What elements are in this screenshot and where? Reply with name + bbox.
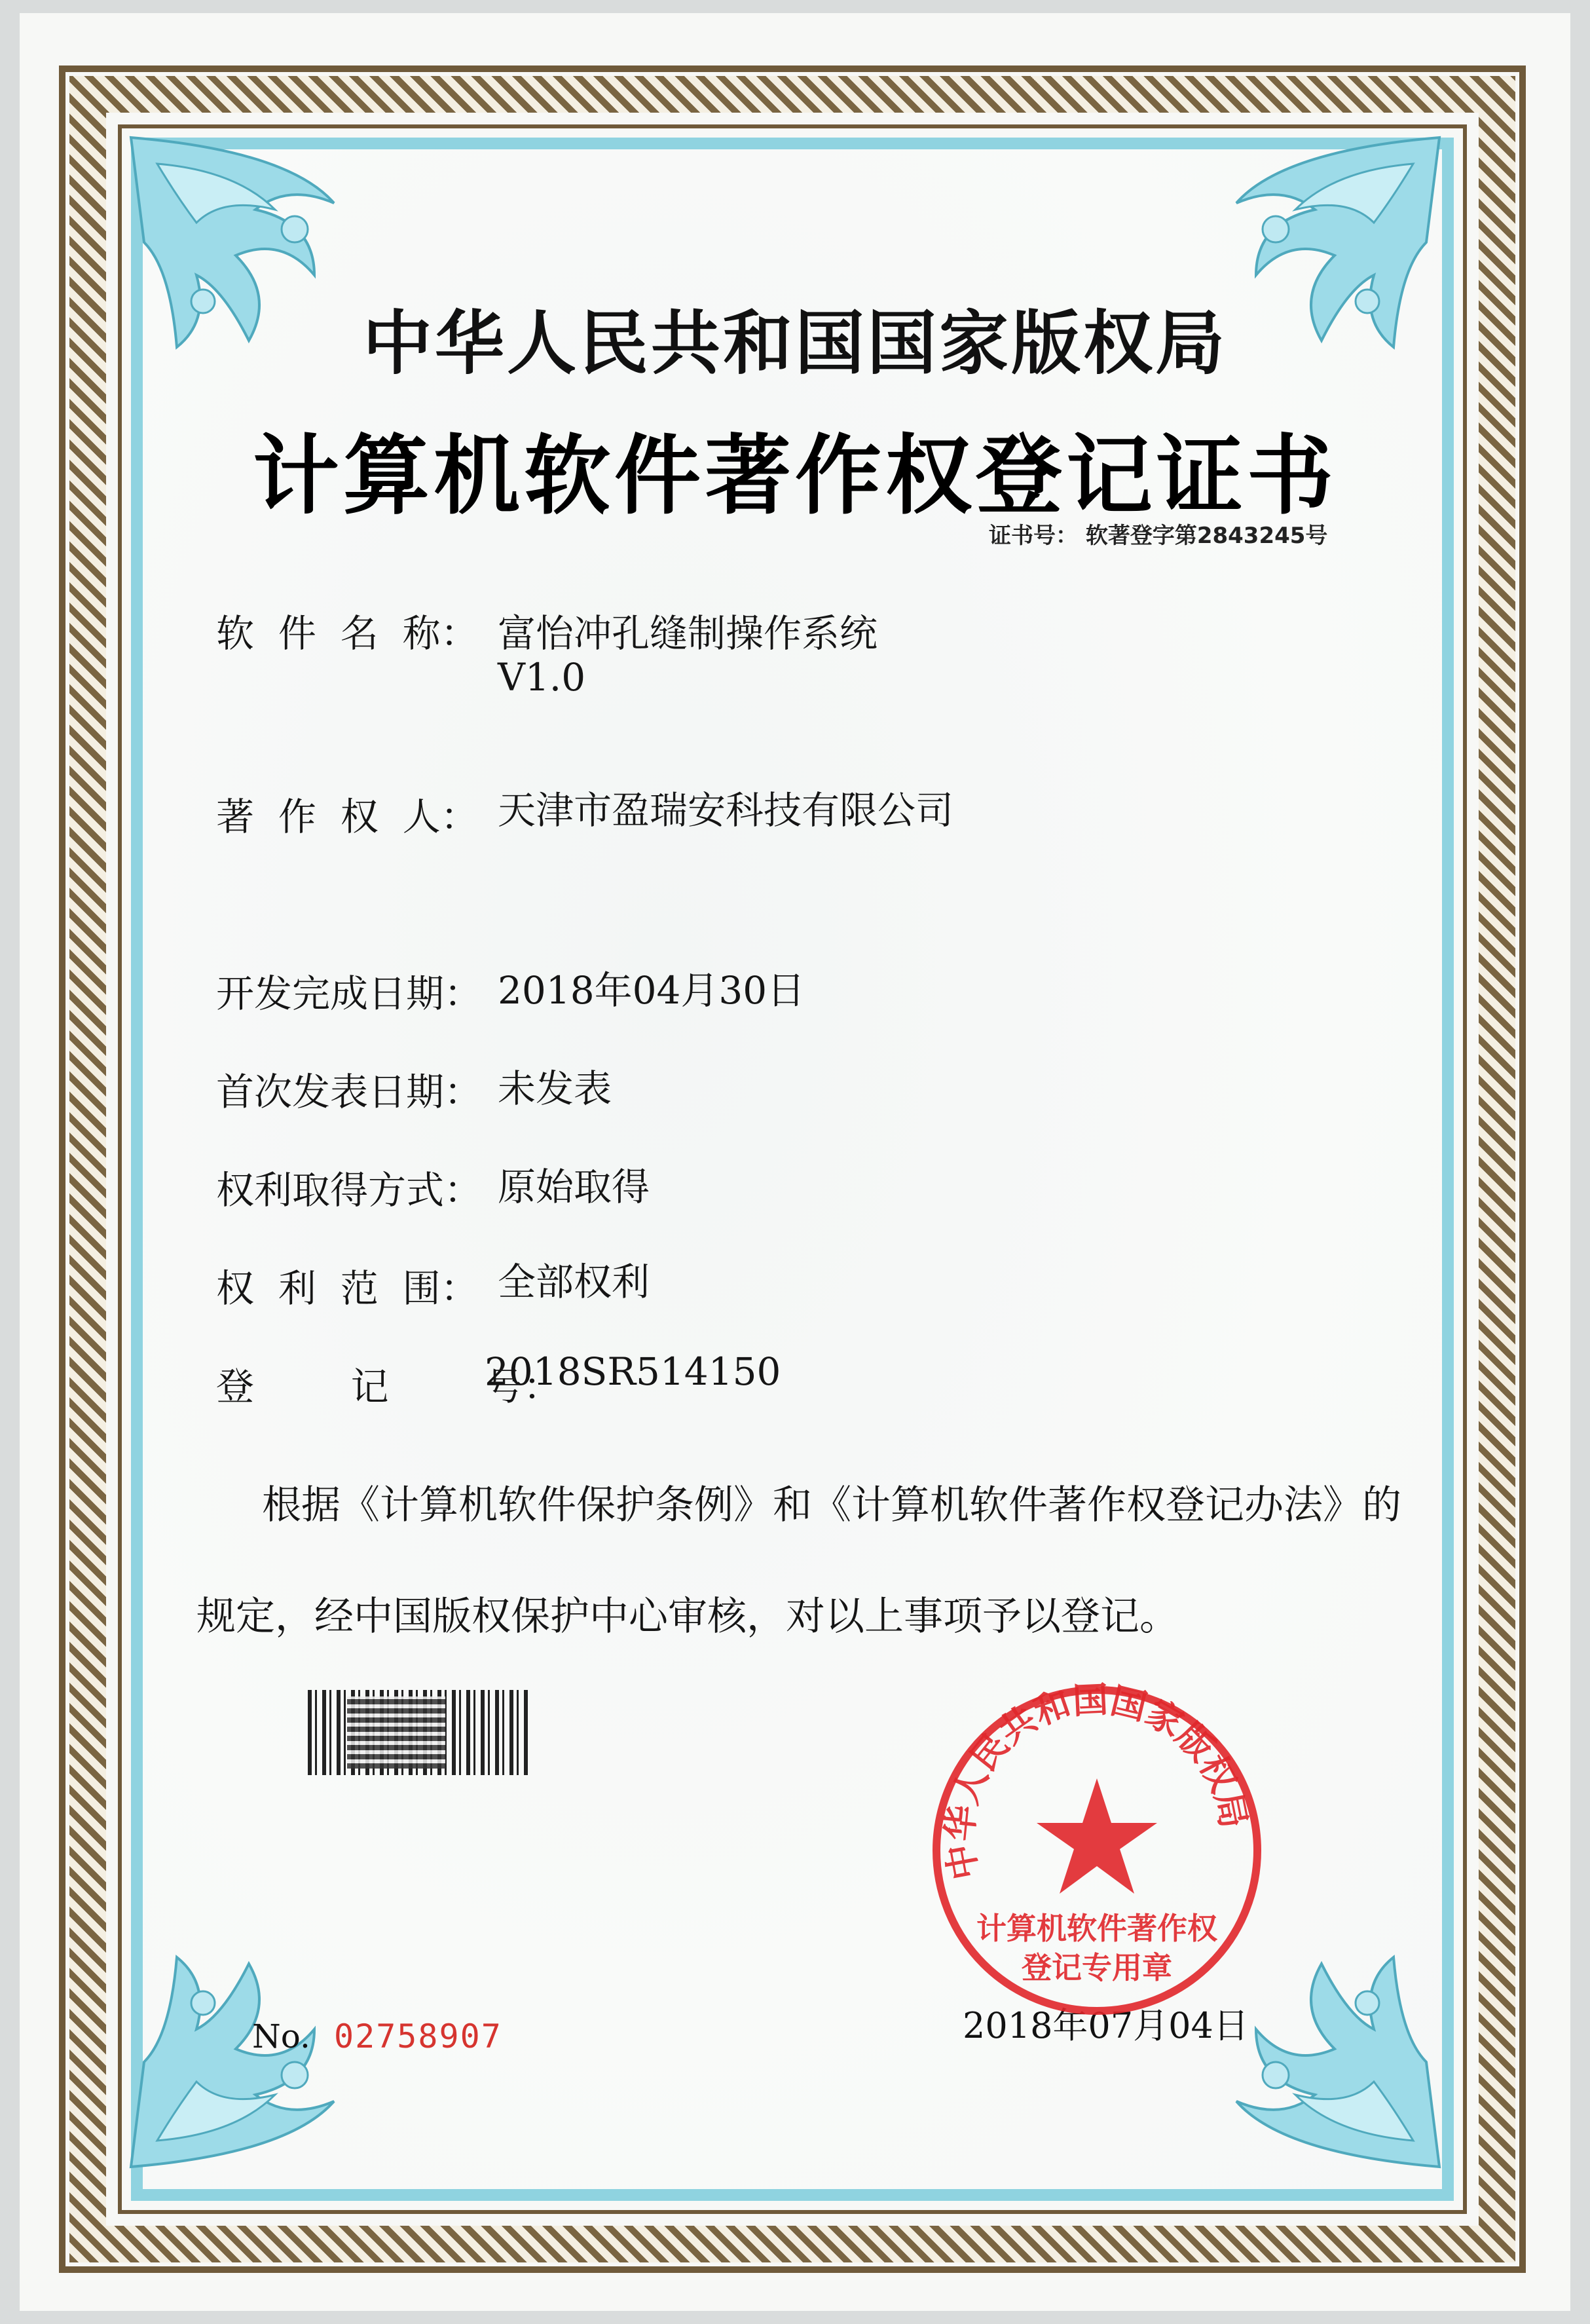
seal-center-line-1: 计算机软件著作权: [976, 1911, 1217, 1946]
certificate-page: [20, 13, 1570, 2311]
issue-date: 2018年07月04日: [963, 2005, 1249, 2046]
corner-ornament-bottom-left: [118, 1813, 485, 2180]
owner-label: 著 作 权 人：: [216, 795, 479, 839]
star-icon: [1037, 1778, 1157, 1894]
seal-center-line-2: 登记专用章: [1022, 1950, 1172, 1985]
seal-ring-text: 中华人民共和国国家版权局: [938, 1680, 1255, 1883]
scope-value: 全部权利: [498, 1260, 650, 1304]
certificate-number: 证书号： 软著登字第2843245号: [989, 523, 1328, 549]
statement-line-1: 根据《计算机软件保护条例》和《计算机软件著作权登记办法》的: [262, 1482, 1401, 1528]
owner-value: 天津市盈瑞安科技有限公司: [498, 788, 954, 833]
dev-date-label: 开发完成日期：: [216, 971, 483, 1016]
registration-label: 登 记 号：: [216, 1364, 561, 1409]
software-name-value: 富怡冲孔缝制操作系统: [498, 611, 878, 656]
statement-line-2: 规定，经中国版权保护中心审核，对以上事项予以登记。: [196, 1594, 1179, 1640]
official-seal: [927, 1680, 1267, 2021]
issuer-heading: 中华人民共和国国家版权局: [363, 302, 1227, 384]
acquisition-label: 权利取得方式：: [216, 1168, 483, 1212]
serial-label: No.: [252, 2017, 310, 2055]
acquisition-value: 原始取得: [498, 1165, 650, 1209]
barcode: [308, 1690, 530, 1775]
software-name-label: 软 件 名 称：: [216, 611, 479, 656]
pub-date-value: 未发表: [498, 1066, 612, 1111]
dev-date-value: 2018年04月30日: [498, 968, 805, 1013]
certificate-title: 计算机软件著作权登记证书: [253, 425, 1337, 527]
software-version: V1.0: [498, 655, 586, 700]
scope-label: 权 利 范 围：: [216, 1266, 479, 1311]
qr-code: [347, 1696, 445, 1769]
serial-number: 02758907: [334, 2017, 502, 2055]
registration-value: 2018SR514150: [485, 1349, 781, 1394]
pub-date-label: 首次发表日期：: [216, 1070, 483, 1114]
